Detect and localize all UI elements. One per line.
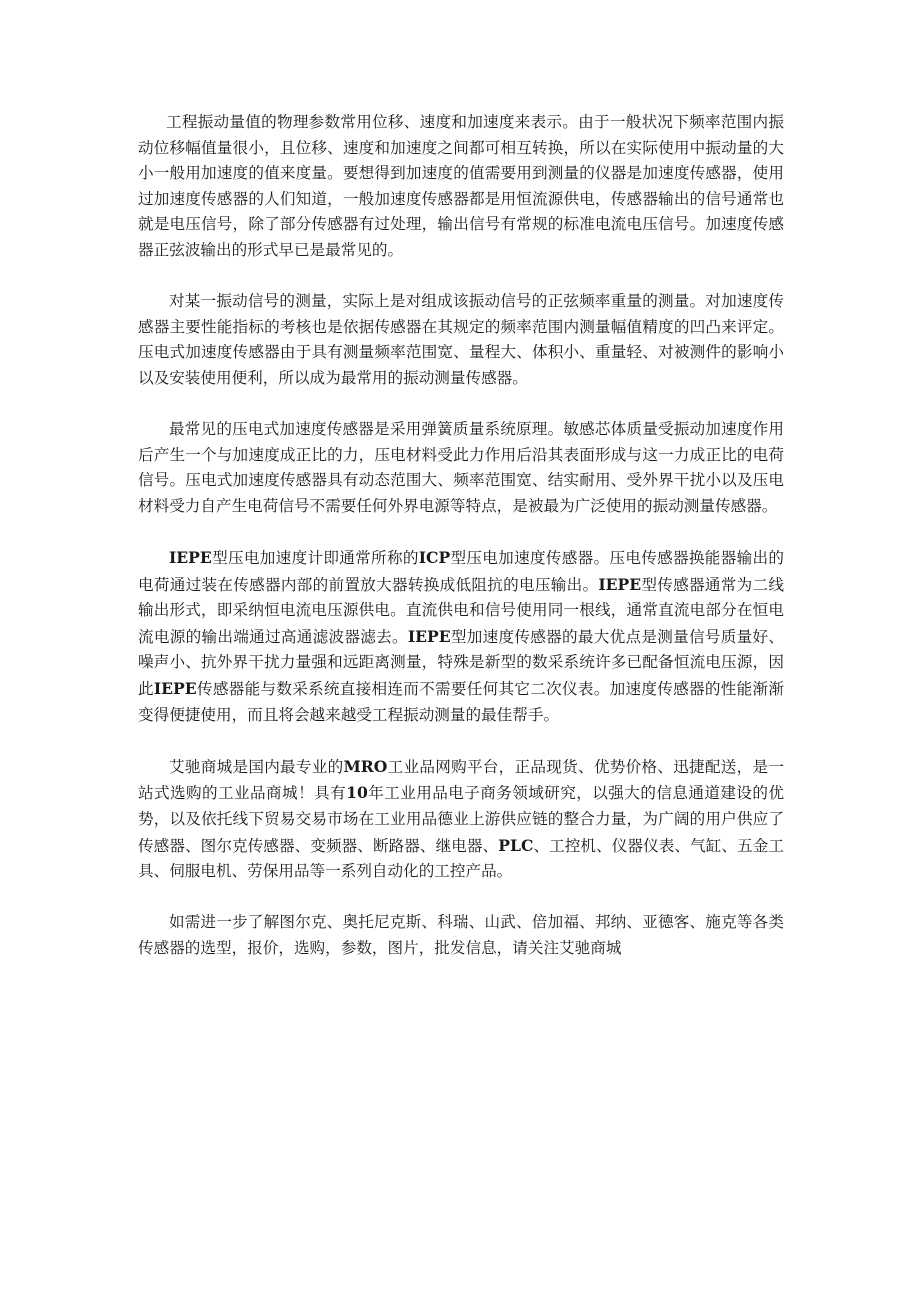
paragraph-store-intro bbox=[138, 754, 784, 885]
bold-term: PLC bbox=[498, 835, 534, 855]
paragraph-signal-measurement bbox=[138, 289, 784, 391]
bold-term: IEPE bbox=[153, 679, 197, 699]
document-body bbox=[138, 110, 784, 987]
paragraph-text: 年工业用品电子商务领域研究，以强大的信息通道建设的优势，以及依托线下贸易交易市场在工业用品德业上游供应链的整合力量，为广阔的用户供应了传感器、图尔克传感器、变频器、断路器、继电器、 bbox=[138, 784, 784, 855]
bold-term: ICP bbox=[418, 548, 451, 568]
paragraph-text: 型压电加速度传感器。压电传感器换能器输出的电荷通过装在传感器内部的前置放大器转换成低阻抗的电压输出。 bbox=[138, 549, 784, 594]
bold-term: MRO bbox=[343, 756, 388, 776]
paragraph-text: 最常见的压电式加速度传感器是采用弹簧质量系统原理。敏感芯体质量受振动加速度作用后产生一个与加速度成正比的力，压电材料受此力作用后沿其表面形成与这一力成正比的电荷信号。压电式加速度传感器具有动态范围大、频率范围宽、结实耐用、受外界干扰小以及压电材料受力自产生电荷信号不需要任何外界电源等特点，是被最为广泛使用的振动测量传感器。 bbox=[138, 420, 784, 515]
paragraph-text: 工业品网购平台，正品现货、优势价格、迅捷配送，是一站式选购的工业品商城！具有 bbox=[138, 757, 784, 803]
paragraph-iepe-sensor bbox=[138, 545, 784, 728]
paragraph-text: 工程振动量值的物理参数常用位移、速度和加速度来表示。由于一般状况下频率范围内振动位移幅值量很小，且位移、速度和加速度之间都可相互转换，所以在实际使用中振动量的大小一般用加速度的值来度量。要想得到加速度的值需要用到测量的仪器是加速度传感器，使用过加速度传感器的人们知道，一般加速度传感器都是用恒流源供电，传感器输出的信号通常也就是电压信号，除了部分传感器有过处理，输出信号有常规的标准电流电压信号。加速度传感器正弦波输出的形式早已是最常见的。 bbox=[138, 113, 784, 259]
paragraph-text: 、工控机、仪器仪表、气缸、五金工具、伺服电机、劳保用品等一系列自动化的工控产品。 bbox=[138, 836, 784, 881]
paragraph-text: 传感器能与数采系统直接相连而不需要任何其它二次仪表。加速度传感器的性能渐渐变得便捷使用，而且将会越来越受工程振动测量的最佳帮手。 bbox=[138, 680, 784, 724]
paragraph-text: 对某一振动信号的测量，实际上是对组成该振动信号的正弦频率重量的测量。对加速度传感器主要性能指标的考核也是依据传感器在其规定的频率范围内测量幅值精度的凹凸来评定。压电式加速度传感器由于具有测量频率范围宽、量程大、体积小、重量轻、对被测件的影响小以及安装使用便利，所以成为最常用的振动测量传感器。 bbox=[138, 292, 784, 387]
paragraph-vibration-parameters bbox=[138, 110, 784, 264]
paragraph-piezo-principle bbox=[138, 417, 784, 519]
paragraph-text: 型加速度传感器的最大优点是测量信号质量好、噪声小、抗外界干扰力量强和远距离测量，特殊是新型的数采系统许多已配备恒流电压源，因此 bbox=[138, 627, 784, 699]
bold-term: IEPE bbox=[407, 626, 451, 646]
bold-term: 10 bbox=[346, 783, 368, 803]
bold-term: IEPE bbox=[598, 574, 642, 594]
paragraph-contact bbox=[138, 910, 784, 961]
paragraph-text: 艾驰商城是国内最专业的 bbox=[169, 757, 344, 776]
paragraph-text: 型传感器通常为二线输出形式，即采纳恒电流电压源供电。直流供电和信号使用同一根线，通常直流电部分在恒电流电源的输出端通过高通滤波器滤去。 bbox=[138, 575, 784, 646]
paragraph-text: 型压电加速度计即通常所称的 bbox=[211, 549, 419, 568]
paragraph-text: 如需进一步了解图尔克、奥托尼克斯、科瑞、山武、倍加福、邦纳、亚德客、施克等各类传感器的选型，报价，选购，参数，图片，批发信息，请关注艾驰商城 bbox=[138, 913, 784, 957]
bold-term: IEPE bbox=[169, 548, 212, 568]
